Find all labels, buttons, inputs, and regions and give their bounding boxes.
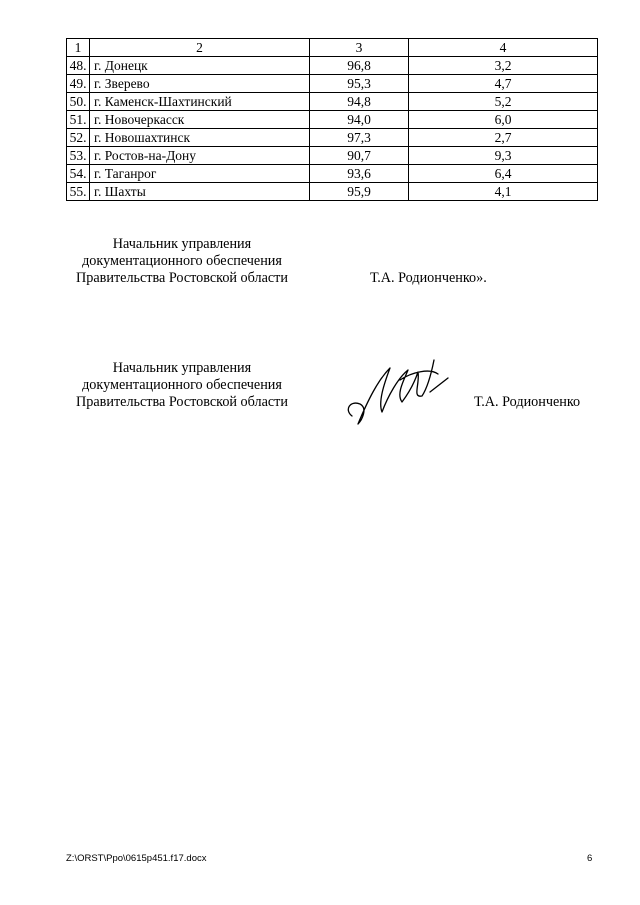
row-city: г. Шахты <box>90 183 310 201</box>
row-city: г. Ростов-на-Дону <box>90 147 310 165</box>
table-row <box>67 165 598 183</box>
row-col4-value: 3,2 <box>409 57 598 75</box>
position-line: документационного обеспечения <box>82 377 282 393</box>
table-row <box>67 129 598 147</box>
handwritten-signature <box>338 350 458 430</box>
row-col4-value: 4,1 <box>409 183 598 201</box>
file-path: Z:\ORST\Ppo\0615p451.f17.docx <box>66 853 207 864</box>
row-col4-value: 4,7 <box>409 75 598 93</box>
row-number: 51. <box>67 111 90 129</box>
header-col-4: 4 <box>409 39 598 57</box>
row-number: 49. <box>67 75 90 93</box>
row-number: 48. <box>67 57 90 75</box>
signatory-position <box>52 236 312 287</box>
table-row <box>67 75 598 93</box>
row-number: 50. <box>67 93 90 111</box>
row-city: г. Таганрог <box>90 165 310 183</box>
row-city: г. Новошахтинск <box>90 129 310 147</box>
position-line: Правительства Ростовской области <box>76 270 288 286</box>
table-row <box>67 147 598 165</box>
position-line: Начальник управления <box>112 236 252 252</box>
position-line: документационного обеспечения <box>82 253 282 269</box>
row-number: 55. <box>67 183 90 201</box>
data-table <box>66 38 598 201</box>
signatory-position <box>52 360 312 411</box>
header-col-3: 3 <box>310 39 409 57</box>
row-col3-value: 94,0 <box>310 111 409 129</box>
table-row <box>67 111 598 129</box>
page-number: 6 <box>587 853 593 864</box>
position-line: Правительства Ростовской области <box>76 394 288 410</box>
row-col3-value: 90,7 <box>310 147 409 165</box>
table-row <box>67 57 598 75</box>
header-col-1: 1 <box>67 39 90 57</box>
row-col3-value: 95,9 <box>310 183 409 201</box>
header-col-2: 2 <box>90 39 310 57</box>
row-col4-value: 5,2 <box>409 93 598 111</box>
row-city: г. Зверево <box>90 75 310 93</box>
row-col4-value: 2,7 <box>409 129 598 147</box>
row-col4-value: 9,3 <box>409 147 598 165</box>
row-city: г. Новочеркасск <box>90 111 310 129</box>
row-col3-value: 94,8 <box>310 93 409 111</box>
row-col3-value: 93,6 <box>310 165 409 183</box>
position-line: Начальник управления <box>112 360 252 376</box>
row-col4-value: 6,0 <box>409 111 598 129</box>
row-number: 53. <box>67 147 90 165</box>
row-col3-value: 95,3 <box>310 75 409 93</box>
table-row <box>67 183 598 201</box>
row-col3-value: 97,3 <box>310 129 409 147</box>
row-city: г. Донецк <box>90 57 310 75</box>
row-col3-value: 96,8 <box>310 57 409 75</box>
signatory-name: Т.А. Родионченко <box>474 394 581 410</box>
row-number: 54. <box>67 165 90 183</box>
row-col4-value: 6,4 <box>409 165 598 183</box>
signatory-name: Т.А. Родионченко». <box>370 270 487 286</box>
row-number: 52. <box>67 129 90 147</box>
row-city: г. Каменск-Шахтинский <box>90 93 310 111</box>
table-row <box>67 93 598 111</box>
table-header-row <box>67 39 598 57</box>
